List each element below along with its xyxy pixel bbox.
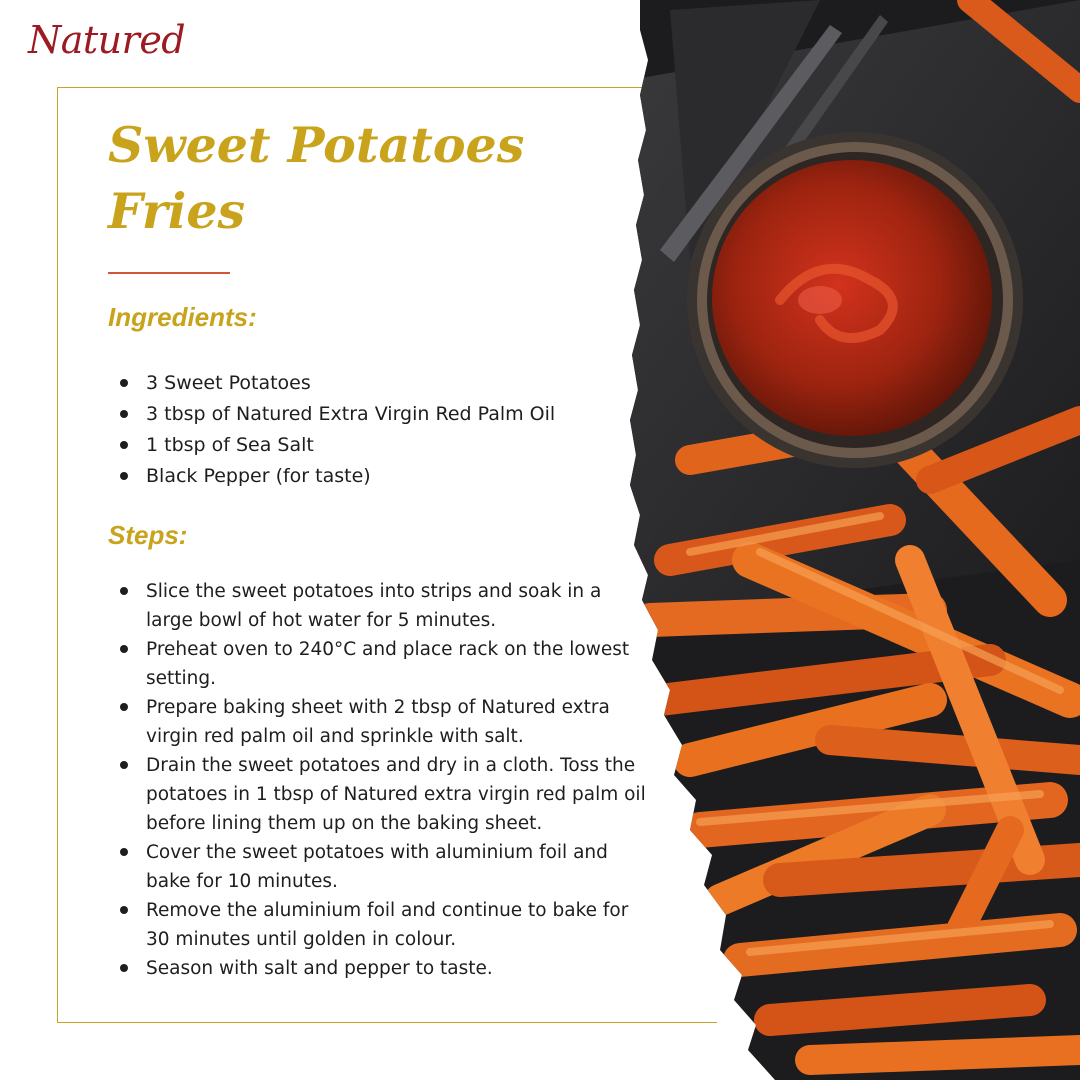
ingredient-item: 3 Sweet Potatoes	[118, 368, 638, 399]
step-item: Slice the sweet potatoes into strips and soak in a large bowl of hot water for 5 minutes.	[118, 577, 648, 635]
recipe-title	[108, 112, 524, 244]
step-item: Season with salt and pepper to taste.	[118, 954, 648, 983]
step-item: Cover the sweet potatoes with aluminium foil and bake for 10 minutes.	[118, 838, 648, 896]
recipe-title-line-2: Fries	[108, 182, 246, 240]
step-item: Remove the aluminium foil and continue to bake for 30 minutes until golden in colour.	[118, 896, 648, 954]
ingredients-heading: Ingredients:	[108, 302, 257, 332]
steps-list	[118, 577, 648, 983]
sweet-potato-fries-photo	[630, 0, 1080, 1080]
steps-heading: Steps:	[108, 520, 188, 550]
recipe-title-line-1: Sweet Potatoes	[108, 116, 525, 174]
brand-logo: Natured	[28, 18, 186, 62]
step-item: Prepare baking sheet with 2 tbsp of Natured extra virgin red palm oil and sprinkle with salt.	[118, 693, 648, 751]
step-item: Preheat oven to 240°C and place rack on the lowest setting.	[118, 635, 648, 693]
ingredient-item: 3 tbsp of Natured Extra Virgin Red Palm Oil	[118, 399, 638, 430]
ingredient-item: 1 tbsp of Sea Salt	[118, 430, 638, 461]
ingredient-item: Black Pepper (for taste)	[118, 461, 638, 492]
title-divider	[108, 272, 230, 274]
ingredients-list	[118, 368, 638, 492]
step-item: Drain the sweet potatoes and dry in a cloth. Toss the potatoes in 1 tbsp of Natured extra virgin red palm oil before lining them up on the baking sheet.	[118, 751, 648, 838]
